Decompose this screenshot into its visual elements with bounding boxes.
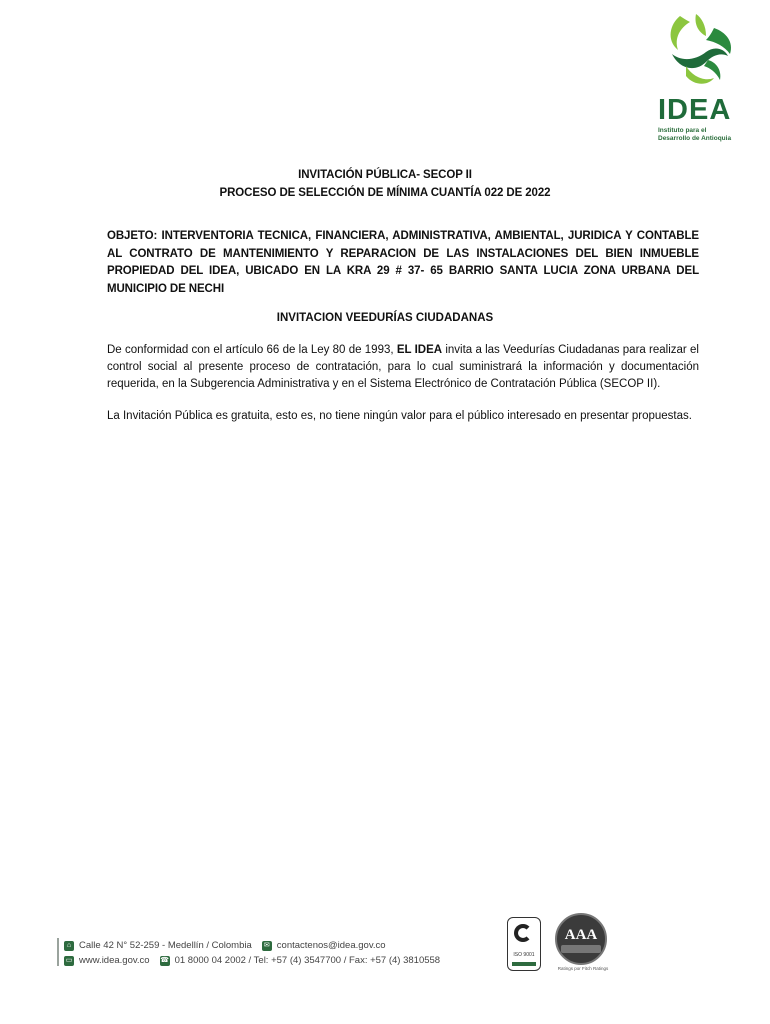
iso-label: ISO 9001: [513, 952, 535, 958]
para1-before: De conformidad con el artículo 66 de la Ley 80 de 1993,: [107, 344, 397, 356]
idea-logo-mark-icon: [652, 10, 742, 94]
title-line-2: PROCESO DE SELECCIÓN DE MÍNIMA CUANTÍA 022 DE 2022: [219, 187, 551, 199]
title-line-1: INVITACIÓN PÚBLICA- SECOP II: [298, 169, 472, 181]
email-icon: ✉: [262, 941, 272, 951]
footer-email[interactable]: contactenos@idea.gov.co: [276, 940, 386, 951]
footer-divider: [57, 938, 59, 966]
footer-web[interactable]: www.idea.gov.co: [79, 955, 150, 966]
document-title: [0, 166, 770, 202]
icontec-certification-badge: [507, 917, 541, 971]
footer-contact: [64, 938, 440, 968]
web-icon: ▭: [65, 956, 73, 964]
para1-bold: EL IDEA: [396, 344, 443, 356]
aaa-rating-badge: [555, 913, 607, 965]
logo-subtitle-line2: Desarrollo de Antioquia: [658, 135, 732, 142]
idea-logo: [652, 10, 742, 144]
logo-subtitle-line1: Instituto para el: [658, 127, 707, 134]
logo-subtitle: [658, 127, 748, 143]
home-icon: ⌂: [64, 941, 74, 951]
aaa-label: AAA: [564, 927, 598, 943]
para1-after: invita a las Veedurías Ciudadanas para realizar el control social al presente proceso de contratación, para lo cual suministrará la información y documentación requerida, en la Subgerencia Administrativa y en el Sistema Electrónico de Contratación Pública (SECOP II).: [107, 344, 699, 391]
section-title: INVITACION VEEDURÍAS CIUDADANAS: [276, 312, 494, 324]
body-paragraph-1: [107, 342, 699, 394]
phone-icon: ☎: [160, 956, 169, 964]
footer-row-1: [64, 938, 440, 953]
objeto-paragraph: OBJETO: INTERVENTORIA TECNICA, FINANCIERA, ADMINISTRATIVA, AMBIENTAL, JURIDICA Y CONTABLE AL CONTRATO DE MANTENIMIENTO Y REPARACION DE LAS INSTALACIONES DEL BIEN INMUEBLE PROPIEDAD DEL IDEA, UBICADO EN LA KRA 29 # 37- 65 BARRIO SANTA LUCIA ZONA URBANA DEL MUNICIPIO DE NECHI: [107, 230, 699, 295]
logo-wordmark: IDEA: [658, 94, 732, 126]
aaa-caption: Ratings por Fitch Ratings: [557, 966, 609, 971]
footer-phones: 01 8000 04 2002 / Tel: +57 (4) 3547700 / Fax: +57 (4) 3810558: [174, 955, 441, 966]
icontec-c-icon: [514, 924, 532, 942]
footer-row-2: [64, 953, 440, 968]
footer-address: Calle 42 N° 52-259 - Medellín / Colombia: [79, 940, 252, 951]
body-paragraph-2: La Invitación Pública es gratuita, esto es, no tiene ningún valor para el público interesado en presentar propuestas.: [107, 410, 692, 422]
